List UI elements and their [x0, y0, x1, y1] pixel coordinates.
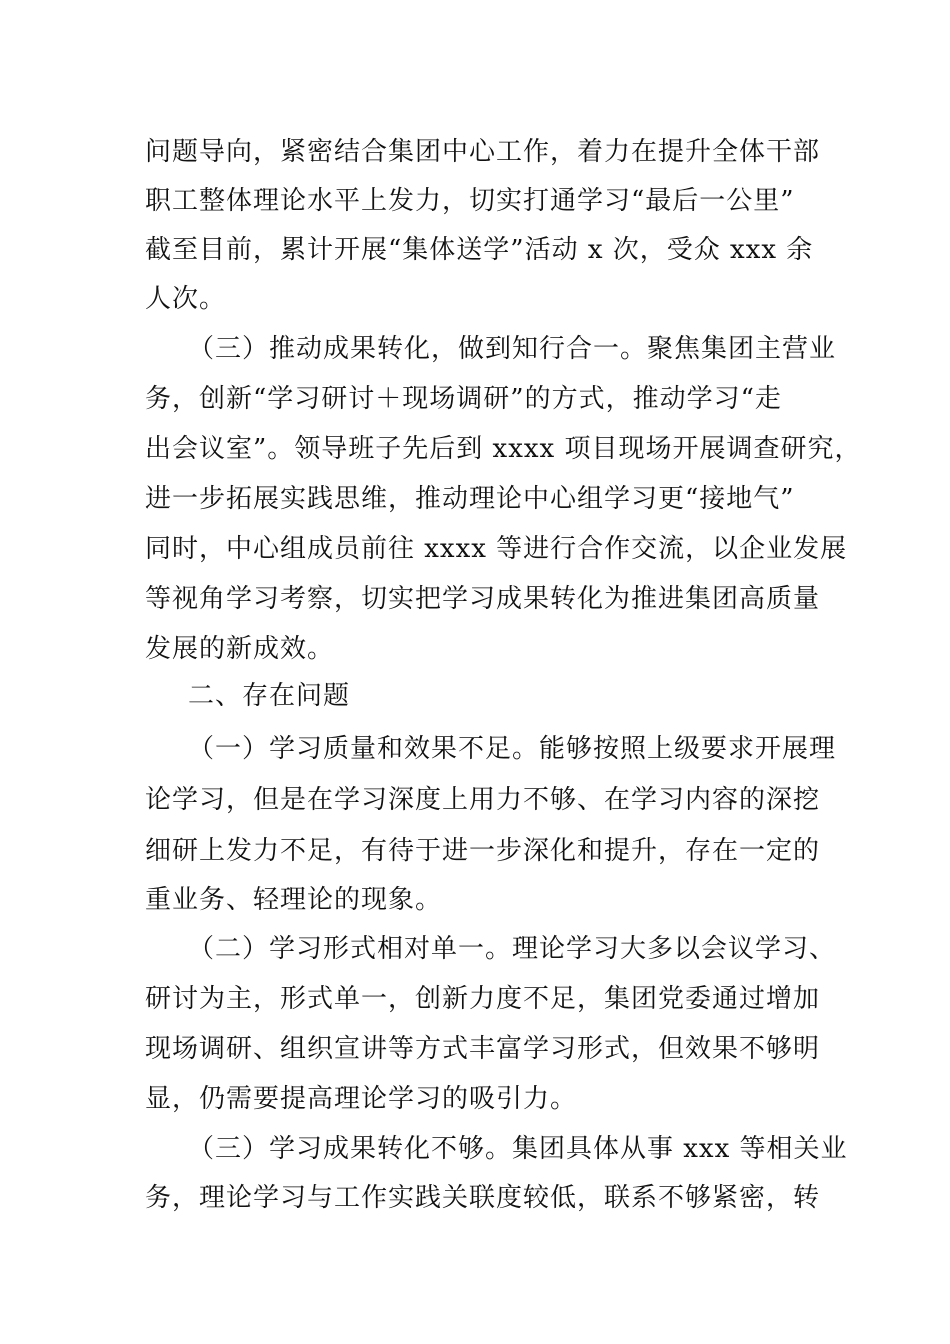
text-line: 出会议室”。领导班子先后到 xxxx 项目现场开展调查研究， — [145, 434, 862, 464]
paragraph-heading-line: （三）推动成果转化，做到知行合一。聚焦集团主营业 — [188, 334, 837, 364]
text-line: 显，仍需要提高理论学习的吸引力。 — [145, 1084, 578, 1114]
text-line: 等视角学习考察，切实把学习成果转化为推进集团高质量 — [145, 584, 821, 614]
text-line: 现场调研、组织宣讲等方式丰富学习形式，但效果不够明 — [145, 1034, 821, 1064]
paragraph-heading-line: （二）学习形式相对单一。理论学习大多以会议学习、 — [188, 934, 837, 964]
text-line: 职工整体理论水平上发力，切实打通学习“最后一公里” — [145, 186, 795, 216]
text-line: 问题导向，紧密结合集团中心工作，着力在提升全体干部 — [145, 137, 821, 167]
text-line: 重业务、轻理论的现象。 — [145, 885, 443, 915]
paragraph-heading-line: （三）学习成果转化不够。集团具体从事 xxx 等相关业 — [188, 1134, 848, 1164]
text-line: 务，创新“学习研讨＋现场调研”的方式，推动学习“走 — [145, 384, 782, 414]
paragraph-heading-line: （一）学习质量和效果不足。能够按照上级要求开展理 — [188, 734, 837, 764]
text-line: 截至目前，累计开展“集体送学”活动 x 次，受众 xxx 余 — [145, 235, 814, 265]
text-line: 研讨为主，形式单一，创新力度不足，集团党委通过增加 — [145, 984, 821, 1014]
text-line: 发展的新成效。 — [145, 634, 335, 664]
text-line: 进一步拓展实践思维，推动理论中心组学习更“接地气” — [145, 484, 795, 514]
text-line: 论学习，但是在学习深度上用力不够、在学习内容的深挖 — [145, 785, 821, 815]
text-line: 务，理论学习与工作实践关联度较低，联系不够紧密，转 — [145, 1183, 821, 1213]
section-heading: 二、存在问题 — [188, 681, 351, 711]
text-line: 人次。 — [145, 284, 227, 314]
text-line: 细研上发力不足，有待于进一步深化和提升，存在一定的 — [145, 836, 821, 866]
text-line: 同时，中心组成员前往 xxxx 等进行合作交流，以企业发展 — [145, 534, 848, 564]
